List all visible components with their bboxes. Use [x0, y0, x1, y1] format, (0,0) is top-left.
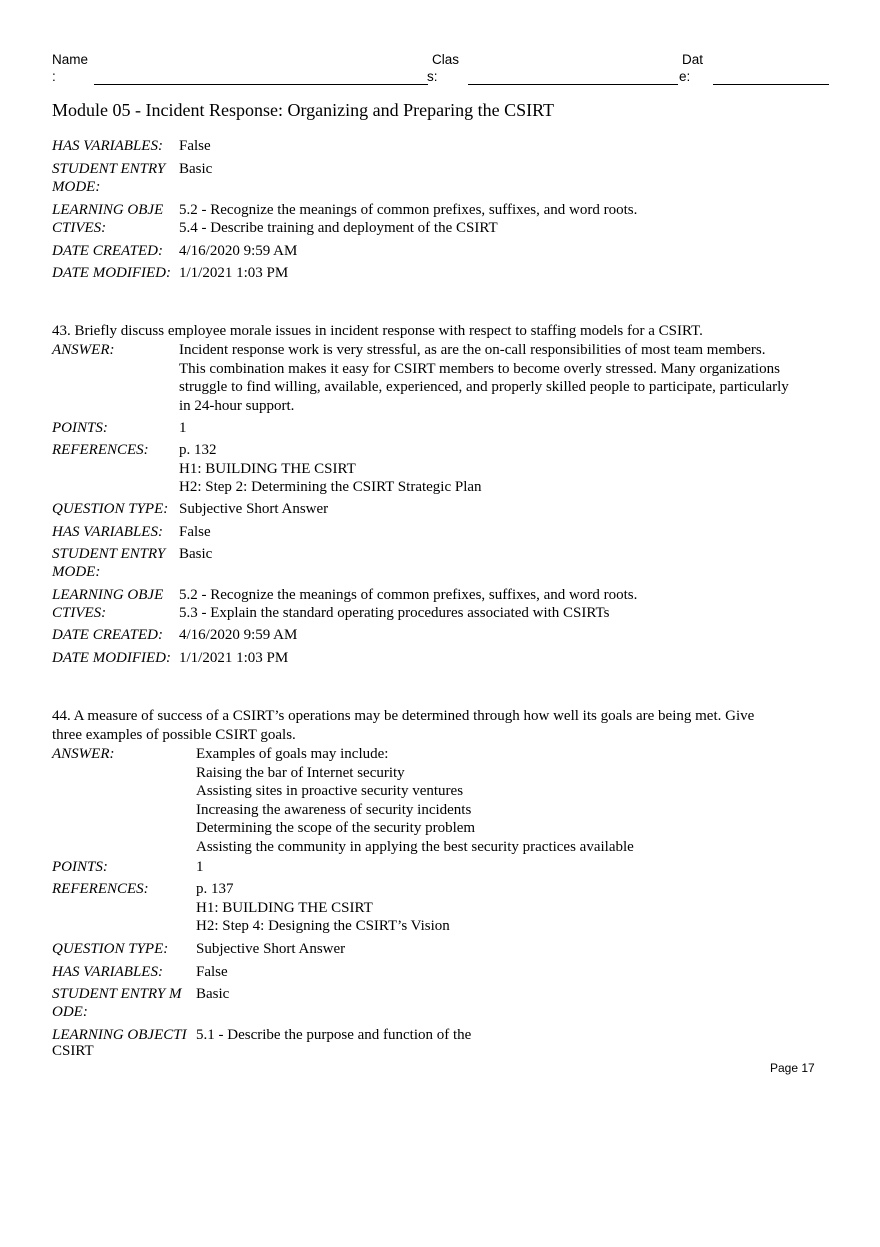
references-label: REFERENCES: [52, 442, 149, 458]
answer-line: in 24-hour support. [179, 397, 295, 414]
reference-line: p. 137 [196, 881, 234, 897]
learning-objectives-label-1: LEARNING OBJE [52, 202, 164, 218]
reference-line: H2: Step 2: Determining the CSIRT Strategic Plan [179, 479, 482, 495]
reference-line: H1: BUILDING THE CSIRT [196, 899, 373, 916]
answer-line: Increasing the awareness of security incidents [196, 801, 472, 818]
answer-line: Determining the scope of the security problem [196, 820, 476, 836]
objective-item: 5.3 - Explain the standard operating procedures associated with CSIRTs [179, 605, 610, 621]
student-entry-value: Basic [179, 161, 213, 177]
page-title: Module 05 - Incident Response: Organizing and Preparing the CSIRT [52, 100, 554, 120]
reference-line: H1: BUILDING THE CSIRT [179, 460, 356, 477]
answer-line: Assisting sites in proactive security ventures [196, 783, 464, 799]
student-entry-label-1: STUDENT ENTRY M [52, 986, 182, 1002]
objective-item: 5.1 - Describe the purpose and function of the [196, 1027, 472, 1043]
answer-line: Incident response work is very stressful, as are the on-call responsibilities of most team members. [179, 342, 766, 358]
date-created-label: DATE CREATED: [52, 627, 163, 643]
question-type-label: QUESTION TYPE: [52, 501, 169, 517]
answer-44-text [196, 745, 634, 856]
question-line: three examples of possible CSIRT goals. [52, 726, 296, 743]
answer-label: ANSWER: [52, 746, 115, 762]
question-type-label: QUESTION TYPE: [52, 941, 169, 957]
answer-line: Assisting the community in applying the best security practices available [196, 838, 634, 855]
name-line [94, 84, 428, 85]
class-label: Clas [432, 52, 460, 67]
learning-objectives-label-1: LEARNING OBJE [52, 587, 164, 603]
points-label: POINTS: [52, 859, 108, 875]
student-entry-label-2: MODE: [52, 564, 101, 580]
has-variables-label: HAS VARIABLES: [52, 138, 163, 154]
points-label: POINTS: [52, 420, 108, 436]
name-label: Name [52, 52, 89, 67]
student-entry-label-2: MODE: [52, 179, 101, 195]
student-entry-value: Basic [179, 546, 213, 562]
learning-objectives-label-2: CSIRT [52, 1043, 94, 1059]
references-label: REFERENCES: [52, 881, 149, 897]
question-44-text [52, 707, 754, 744]
has-variables-value: False [179, 524, 211, 540]
date-modified-label: DATE MODIFIED: [52, 650, 171, 666]
answer-label: ANSWER: [52, 342, 115, 358]
date-created-value: 4/16/2020 9:59 AM [179, 243, 298, 259]
date-colon: e: [679, 69, 691, 84]
answer-line: Raising the bar of Internet security [196, 764, 405, 781]
question-type-value: Subjective Short Answer [196, 941, 346, 957]
has-variables-value: False [196, 964, 228, 980]
question-line: 44. A measure of success of a CSIRT’s operations may be determined through how well its goals are being met. Give [52, 708, 755, 724]
has-variables-value: False [179, 138, 211, 154]
student-entry-label-1: STUDENT ENTRY [52, 546, 166, 562]
learning-objectives-label-2: CTIVES: [52, 605, 107, 621]
date-modified-value: 1/1/2021 1:03 PM [179, 650, 289, 666]
page-number: Page 17 [770, 1061, 815, 1075]
student-entry-label-2: ODE: [52, 1004, 88, 1020]
date-label: Dat [682, 52, 704, 67]
points-value: 1 [196, 859, 204, 875]
reference-line: H2: Step 4: Designing the CSIRT’s Vision [196, 918, 450, 934]
class-line [468, 84, 678, 85]
references-43 [179, 441, 482, 497]
learning-objectives-label-1: LEARNING OBJECTI [52, 1027, 187, 1043]
references-44 [196, 880, 450, 936]
has-variables-label: HAS VARIABLES: [52, 964, 163, 980]
answer-line: Examples of goals may include: [196, 746, 389, 762]
name-colon: : [52, 69, 56, 84]
reference-line: p. 132 [179, 442, 217, 458]
points-value: 1 [179, 420, 187, 436]
date-created-value: 4/16/2020 9:59 AM [179, 627, 298, 643]
date-line [713, 84, 829, 85]
class-colon: s: [427, 69, 438, 84]
student-entry-value: Basic [196, 986, 230, 1002]
objective-item: 5.2 - Recognize the meanings of common prefixes, suffixes, and word roots. [179, 202, 638, 218]
date-created-label: DATE CREATED: [52, 243, 163, 259]
has-variables-label: HAS VARIABLES: [52, 524, 163, 540]
student-entry-label-1: STUDENT ENTRY [52, 161, 166, 177]
objective-item: 5.4 - Describe training and deployment of the CSIRT [179, 220, 498, 236]
objective-item: 5.2 - Recognize the meanings of common prefixes, suffixes, and word roots. [179, 587, 638, 603]
date-modified-value: 1/1/2021 1:03 PM [179, 265, 289, 281]
answer-43-text [179, 341, 789, 415]
learning-objectives-label-2: CTIVES: [52, 220, 107, 236]
date-modified-label: DATE MODIFIED: [52, 265, 171, 281]
question-43-text: 43. Briefly discuss employee morale issues in incident response with respect to staffing models for a CSIRT. [52, 323, 703, 339]
answer-line: struggle to find willing, available, experienced, and properly skilled people to participate, particularly [179, 379, 789, 395]
question-type-value: Subjective Short Answer [179, 501, 329, 517]
answer-line: This combination makes it easy for CSIRT members to become overly stressed. Many organizations [179, 360, 780, 377]
